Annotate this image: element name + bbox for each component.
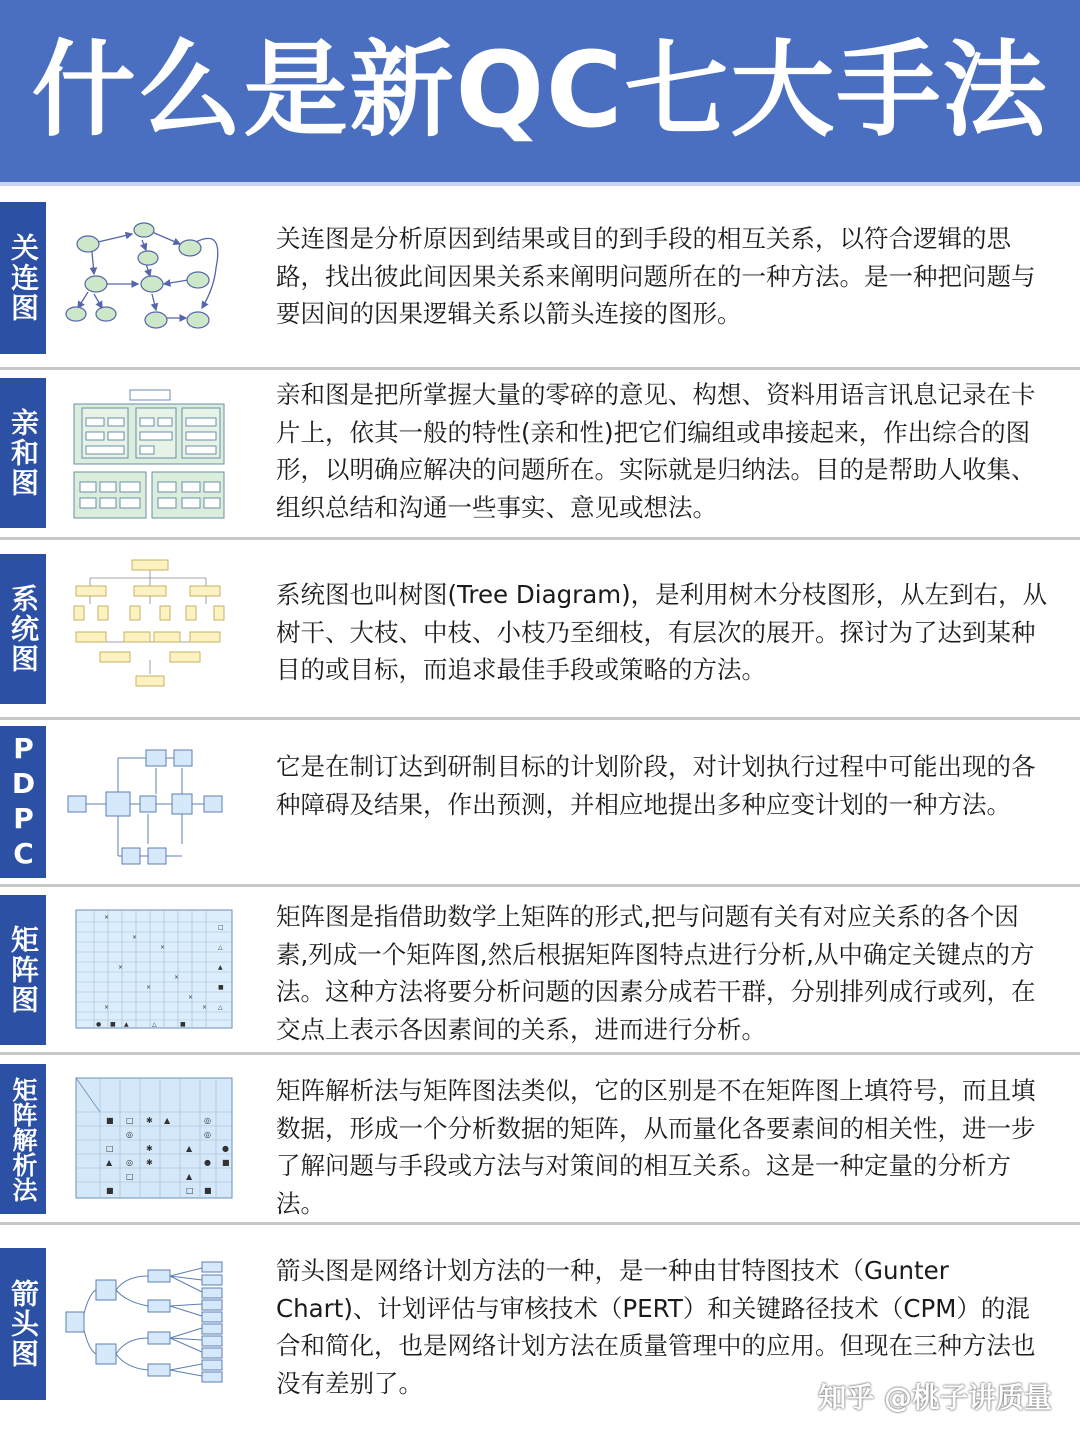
svg-text:×: × [132, 934, 138, 941]
matrix-data-analysis-illustration [64, 1076, 236, 1202]
tag-relation-diagram: 关连图 [0, 202, 46, 354]
svg-text:◎: ◎ [204, 1130, 211, 1139]
svg-text:△: △ [218, 1004, 223, 1011]
affinity-diagram-description: 亲和图是把所掌握大量的零碎的意见、构想、资料用语言讯息记录在卡片上，依其一般的特性(亲和性)把它们编组或串接起来，作出综合的图形，以明确应解决的问题所在。实际就是归纳法。目的是帮助人收集、组织总结和沟通一些事实、意见或想法。 [276, 380, 1036, 522]
relation-diagram-illustration [64, 218, 236, 338]
tag-pdpc: PDPC [0, 726, 46, 878]
svg-text:△: △ [218, 944, 223, 951]
tag-matrix-data-analysis: 矩阵解析法 [0, 1064, 46, 1214]
svg-text:◎: ◎ [126, 1130, 133, 1139]
tag-matrix-diagram: 矩阵图 [0, 895, 46, 1045]
svg-text:□: □ [126, 1172, 134, 1181]
arrow-diagram-illustration [64, 1258, 236, 1390]
svg-text:×: × [188, 994, 194, 1001]
svg-text:▲: ▲ [106, 1158, 113, 1167]
svg-text:□: □ [106, 1144, 114, 1153]
svg-text:✱: ✱ [146, 1116, 153, 1125]
svg-text:●: ● [222, 1144, 229, 1153]
svg-text:✱: ✱ [146, 1158, 153, 1167]
svg-text:■: ■ [106, 1116, 114, 1125]
svg-text:□: □ [186, 1186, 194, 1195]
svg-text:×: × [174, 974, 180, 981]
svg-text:▲: ▲ [218, 964, 223, 971]
pdpc-illustration [64, 744, 236, 870]
matrix-diagram-description: 矩阵图是指借助数学上矩阵的形式,把与问题有关有对应关系的各个因素,列成一个矩阵图,然后根据矩阵图特点进行分析,从中确定关键点的方法。这种方法将要分析问题的因素分成若干群，分别排列成行或列，在交点上表示各因素间的关系，进而进行分析。 [276, 902, 1036, 1044]
svg-text:×: × [146, 984, 152, 991]
relation-diagram-description: 关连图是分析原因到结果或目的到手段的相互关系，以符合逻辑的思路，找出彼此间因果关系来阐明问题所在的一种方法。是一种把问题与要因间的因果逻辑关系以箭头连接的图形。 [276, 224, 1036, 328]
svg-text:■: ■ [222, 1158, 230, 1167]
svg-text:■: ■ [218, 984, 224, 991]
watermark: 知乎 @桃子讲质量 [818, 1381, 1052, 1414]
svg-text:□: □ [218, 924, 224, 931]
page-title: 什么是新QC七大手法 [31, 29, 1049, 151]
svg-text:×: × [118, 964, 124, 971]
tree-diagram-description: 系统图也叫树图(Tree Diagram)，是利用树木分枝图形，从左到右，从树干、大枝、中枝、小枝乃至细枝，有层次的展开。探讨为了达到某种目的或目标，而追求最佳手段或策略的方法。 [276, 580, 1048, 684]
svg-text:■: ■ [204, 1186, 212, 1195]
tag-arrow-diagram: 箭头图 [0, 1248, 46, 1400]
tag-affinity-diagram: 亲和图 [0, 378, 46, 528]
divider [0, 884, 1080, 887]
svg-text:◎: ◎ [204, 1116, 211, 1125]
divider [0, 1052, 1080, 1055]
svg-text:×: × [104, 1004, 110, 1011]
svg-text:■: ■ [106, 1186, 114, 1195]
svg-text:▲: ▲ [164, 1116, 171, 1125]
svg-text:◎: ◎ [126, 1158, 133, 1167]
svg-text:▲: ▲ [186, 1144, 193, 1153]
divider [0, 1222, 1080, 1225]
arrow-diagram-description: 箭头图是网络计划方法的一种，是一种由甘特图技术（Gunter Chart)、计划评估与审核技术（PERT）和关键路径技术（CPM）的混合和简化，也是网络计划方法在质量管理中的应用。但现在三种方法也没有差别了。 [276, 1256, 1036, 1398]
svg-text:●: ● [204, 1158, 211, 1167]
divider [0, 367, 1080, 370]
svg-text:✱: ✱ [146, 1144, 153, 1153]
svg-text:□: □ [126, 1116, 134, 1125]
svg-text:▲: ▲ [124, 1021, 129, 1028]
svg-text:■: ■ [180, 1021, 186, 1028]
matrix-data-analysis-description: 矩阵解析法与矩阵图法类似，它的区别是不在矩阵图上填符号，而且填数据，形成一个分析数据的矩阵，从而量化各要素间的相关性，进一步了解问题与手段或方法与对策间的相互关系。这是一种定量的分析方法。 [276, 1076, 1036, 1218]
svg-text:×: × [160, 944, 166, 951]
pdpc-description: 它是在制订达到研制目标的计划阶段，对计划执行过程中可能出现的各种障碍及结果，作出预测，并相应地提出多种应变计划的一种方法。 [276, 752, 1036, 819]
affinity-diagram-illustration [64, 386, 236, 522]
tree-diagram-illustration [64, 556, 236, 692]
svg-text:●: ● [96, 1021, 102, 1028]
svg-text:△: △ [152, 1021, 157, 1028]
svg-text:▲: ▲ [186, 1172, 193, 1181]
svg-text:×: × [104, 914, 110, 921]
divider [0, 537, 1080, 540]
tag-tree-diagram: 系统图 [0, 554, 46, 704]
svg-text:×: × [202, 1004, 208, 1011]
divider [0, 717, 1080, 720]
header-banner [0, 0, 1080, 186]
matrix-diagram-illustration [64, 908, 236, 1032]
svg-text:■: ■ [110, 1021, 116, 1028]
